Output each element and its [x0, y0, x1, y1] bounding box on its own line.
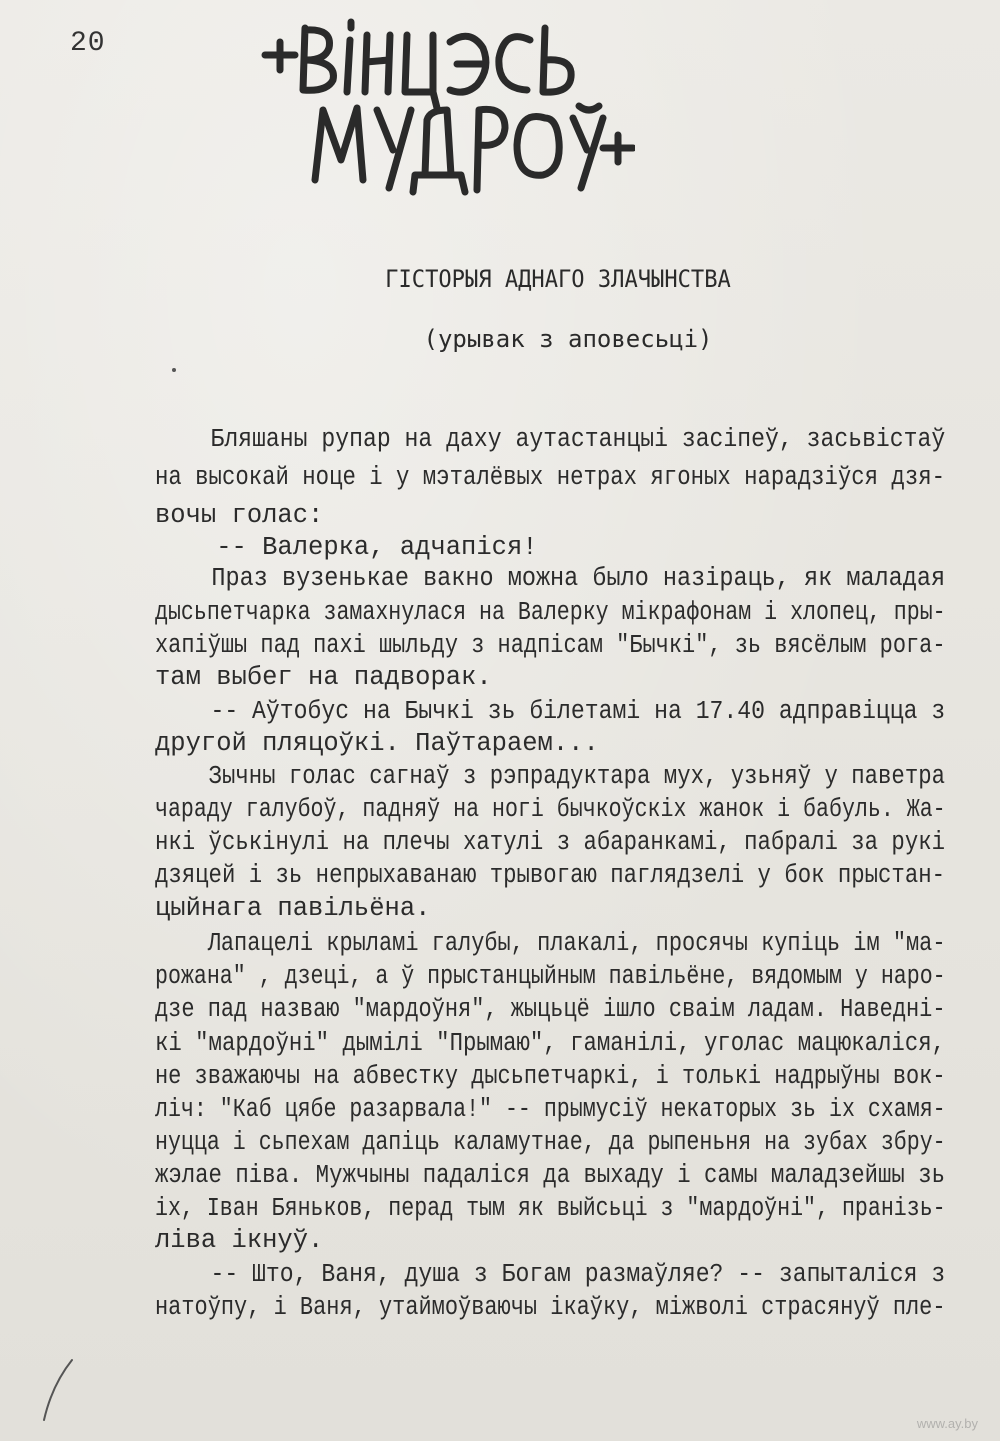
story-title: ГІСТОРЫЯ АДНАГО ЗЛАЧЫНСТВА — [385, 265, 731, 293]
text-line: іх, Іван Бяньков, перад тым як выйсьці з "мардоўні", пранізь- — [155, 1194, 946, 1223]
text-line: Зычны голас сагнаў з рэпрадуктара мух, узьняў у паветра — [155, 762, 946, 791]
text-line: Лапацелі крыламі галубы, плакалі, просячы купіць ім "ма- — [155, 929, 946, 958]
text-line: дысьпетчарка замахнулася на Валерку мікрафонам і хлопец, пры- — [155, 598, 946, 627]
story-subtitle: (урывак з аповесьці) — [423, 325, 713, 353]
page-number: 20 — [70, 28, 106, 59]
text-line: вочы голас: — [155, 501, 324, 530]
text-line: не зважаючы на абвестку дысьпетчаркі, і толькі надрыўны вок- — [155, 1062, 946, 1091]
text-line: -- Валерка, адчапіся! — [155, 533, 538, 562]
text-line: -- Аўтобус на Бычкі зь білетамі на 17.40 адправіцца з — [155, 697, 946, 726]
text-line: дзе пад назваю "мардоўня", жыцьцё ішло сваім ладам. Наведні- — [155, 995, 946, 1024]
text-line: ліч: "Каб цябе разарвала!" -- прымусіў некаторых зь іх схамя- — [155, 1095, 946, 1124]
text-line: нуцца і сьпехам дапіць каламутнае, да рыпеньня на зубах збру- — [155, 1128, 946, 1157]
pencil-scratch-mark — [32, 1355, 82, 1425]
text-line: кі "мардоўні" дымілі "Прымаю", гаманілі, уголас мацюкаліся, — [155, 1029, 946, 1058]
text-line: натоўпу, і Ваня, утаймоўваючы ікаўку, міжволі страсянуў пле- — [155, 1293, 946, 1322]
ink-speck — [172, 368, 176, 372]
handwritten-author-logo — [255, 10, 635, 210]
text-line: там выбег на падворак. — [155, 663, 492, 692]
text-line: -- Што, Ваня, душа з Богам размаўляе? -- запыталіся з — [155, 1260, 946, 1289]
text-line: дзяцей і зь непрыхаванаю трывогаю паглядзелі у бок прыстан- — [155, 861, 946, 890]
text-line: чараду галубоў, падняў на ногі бычкоўскіх жанок і бабуль. Жа- — [155, 795, 946, 824]
text-line: другой пляцоўкі. Паўтараем... — [155, 729, 599, 758]
text-line: на высокай ноце і у мэталёвых нетрах ягоных нарадзіўся дзя- — [155, 463, 946, 492]
text-line: Праз вузенькае вакно можна было назіраць, як маладая — [155, 564, 946, 593]
text-line: хапіўшы пад пахі шыльду з надпісам "Бычкі", зь вясёлым рога- — [155, 631, 946, 660]
text-line: нкі ўськінулі на плечы хатулі з абаранкамі, пабралі за рукі — [155, 828, 946, 857]
text-line: цыйнага павільёна. — [155, 894, 431, 923]
text-line: жэлае піва. Мужчыны падаліся да выхаду і самы маладзейшы зь — [155, 1161, 946, 1190]
watermark: www.ay.by — [916, 1416, 978, 1431]
text-line: Бляшаны рупар на даху аутастанцыі засіпеў, засьвістаў — [155, 425, 946, 454]
text-line: ліва ікнуў. — [155, 1226, 324, 1255]
handwritten-author-heading — [255, 10, 635, 210]
text-line: рожана" , дзеці, а ў прыстанцыйным павільёне, вядомым у наро- — [155, 962, 946, 991]
